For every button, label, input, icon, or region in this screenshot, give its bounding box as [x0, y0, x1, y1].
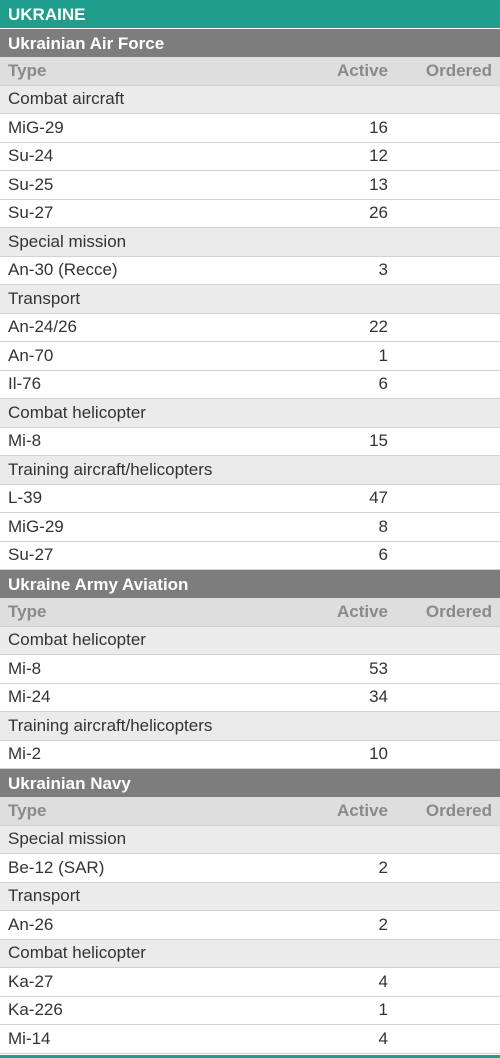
- category-label: Training aircraft/helicopters: [8, 459, 213, 479]
- cell-active: 13: [369, 174, 388, 194]
- category-row: [0, 627, 500, 656]
- cell-type: Su-25: [8, 174, 54, 194]
- category-row: [0, 228, 500, 257]
- cell-active: 15: [369, 431, 388, 451]
- column-header-type: Type: [8, 601, 47, 621]
- cell-active: 3: [378, 260, 388, 280]
- cell-active: 4: [378, 1028, 388, 1048]
- column-header-active: Active: [336, 601, 388, 621]
- cell-type: An-26: [8, 914, 54, 934]
- table-row: [0, 684, 500, 713]
- category-row: [0, 399, 500, 428]
- section: [0, 570, 500, 769]
- cell-active: 8: [378, 516, 388, 536]
- country-title: UKRAINE: [0, 0, 500, 29]
- cell-type: Mi-14: [8, 1028, 51, 1048]
- table-row: [0, 911, 500, 940]
- cell-active: 2: [378, 914, 388, 934]
- table-row: [0, 1025, 500, 1054]
- table-row: [0, 143, 500, 172]
- table-row: [0, 114, 500, 143]
- cell-active: 1: [378, 1000, 388, 1020]
- table-row: [0, 997, 500, 1026]
- table-row: [0, 342, 500, 371]
- category-label: Training aircraft/helicopters: [8, 715, 213, 735]
- column-header-ordered: Ordered: [425, 800, 492, 820]
- cell-active: 22: [369, 317, 388, 337]
- category-label: Combat helicopter: [8, 943, 146, 963]
- cell-active: 34: [369, 687, 388, 707]
- cell-type: An-70: [8, 345, 54, 365]
- section: [0, 769, 500, 1054]
- cell-type: Su-24: [8, 146, 54, 166]
- category-row: [0, 940, 500, 969]
- bottom-rule: [0, 1055, 500, 1058]
- cell-active: 4: [378, 971, 388, 991]
- table-row: [0, 314, 500, 343]
- cell-active: 10: [369, 744, 388, 764]
- table-row: [0, 485, 500, 514]
- cell-type: Mi-2: [8, 744, 42, 764]
- cell-type: Su-27: [8, 545, 54, 565]
- table-row: [0, 968, 500, 997]
- column-header-ordered: Ordered: [425, 601, 492, 621]
- cell-active: 12: [369, 146, 388, 166]
- table-row: [0, 542, 500, 571]
- category-row: [0, 285, 500, 314]
- cell-type: An-30 (Recce): [8, 260, 118, 280]
- cell-type: Ka-27: [8, 971, 54, 991]
- table-row: [0, 257, 500, 286]
- cell-type: Su-27: [8, 203, 54, 223]
- table-row: [0, 655, 500, 684]
- section-title: Ukrainian Navy: [0, 769, 500, 797]
- cell-active: 6: [378, 545, 388, 565]
- cell-type: Be-12 (SAR): [8, 857, 105, 877]
- cell-type: L-39: [8, 488, 43, 508]
- table-row: [0, 513, 500, 542]
- column-header-row: [0, 797, 500, 826]
- cell-active: 26: [369, 203, 388, 223]
- category-label: Transport: [8, 288, 81, 308]
- cell-active: 47: [369, 488, 388, 508]
- cell-type: MiG-29: [8, 117, 64, 137]
- category-row: [0, 456, 500, 485]
- section: [0, 29, 500, 570]
- column-header-type: Type: [8, 60, 47, 80]
- category-row: [0, 883, 500, 912]
- category-row: [0, 826, 500, 855]
- cell-active: 16: [369, 117, 388, 137]
- category-label: Special mission: [8, 829, 127, 849]
- column-header-row: [0, 598, 500, 627]
- table-row: [0, 200, 500, 229]
- category-label: Combat helicopter: [8, 402, 146, 422]
- cell-type: Mi-8: [8, 658, 42, 678]
- column-header-type: Type: [8, 800, 47, 820]
- category-label: Combat helicopter: [8, 630, 146, 650]
- column-header-active: Active: [336, 60, 388, 80]
- column-header-ordered: Ordered: [425, 60, 492, 80]
- section-title: Ukrainian Air Force: [0, 29, 500, 57]
- column-header-row: [0, 57, 500, 86]
- table-row: [0, 741, 500, 770]
- cell-active: 1: [378, 345, 388, 365]
- cell-type: MiG-29: [8, 516, 64, 536]
- cell-type: Mi-24: [8, 687, 51, 707]
- category-label: Special mission: [8, 231, 127, 251]
- table-row: [0, 171, 500, 200]
- category-label: Combat aircraft: [8, 89, 125, 109]
- cell-active: 53: [369, 658, 388, 678]
- column-header-active: Active: [336, 800, 388, 820]
- table-row: [0, 428, 500, 457]
- cell-type: An-24/26: [8, 317, 77, 337]
- table-row: [0, 371, 500, 400]
- category-row: [0, 86, 500, 115]
- cell-type: Il-76: [8, 374, 42, 394]
- cell-type: Ka-226: [8, 1000, 63, 1020]
- cell-type: Mi-8: [8, 431, 42, 451]
- sections-container: [0, 29, 500, 1054]
- category-label: Transport: [8, 886, 81, 906]
- cell-active: 6: [378, 374, 388, 394]
- cell-active: 2: [378, 857, 388, 877]
- section-title: Ukraine Army Aviation: [0, 570, 500, 598]
- category-row: [0, 712, 500, 741]
- table-row: [0, 854, 500, 883]
